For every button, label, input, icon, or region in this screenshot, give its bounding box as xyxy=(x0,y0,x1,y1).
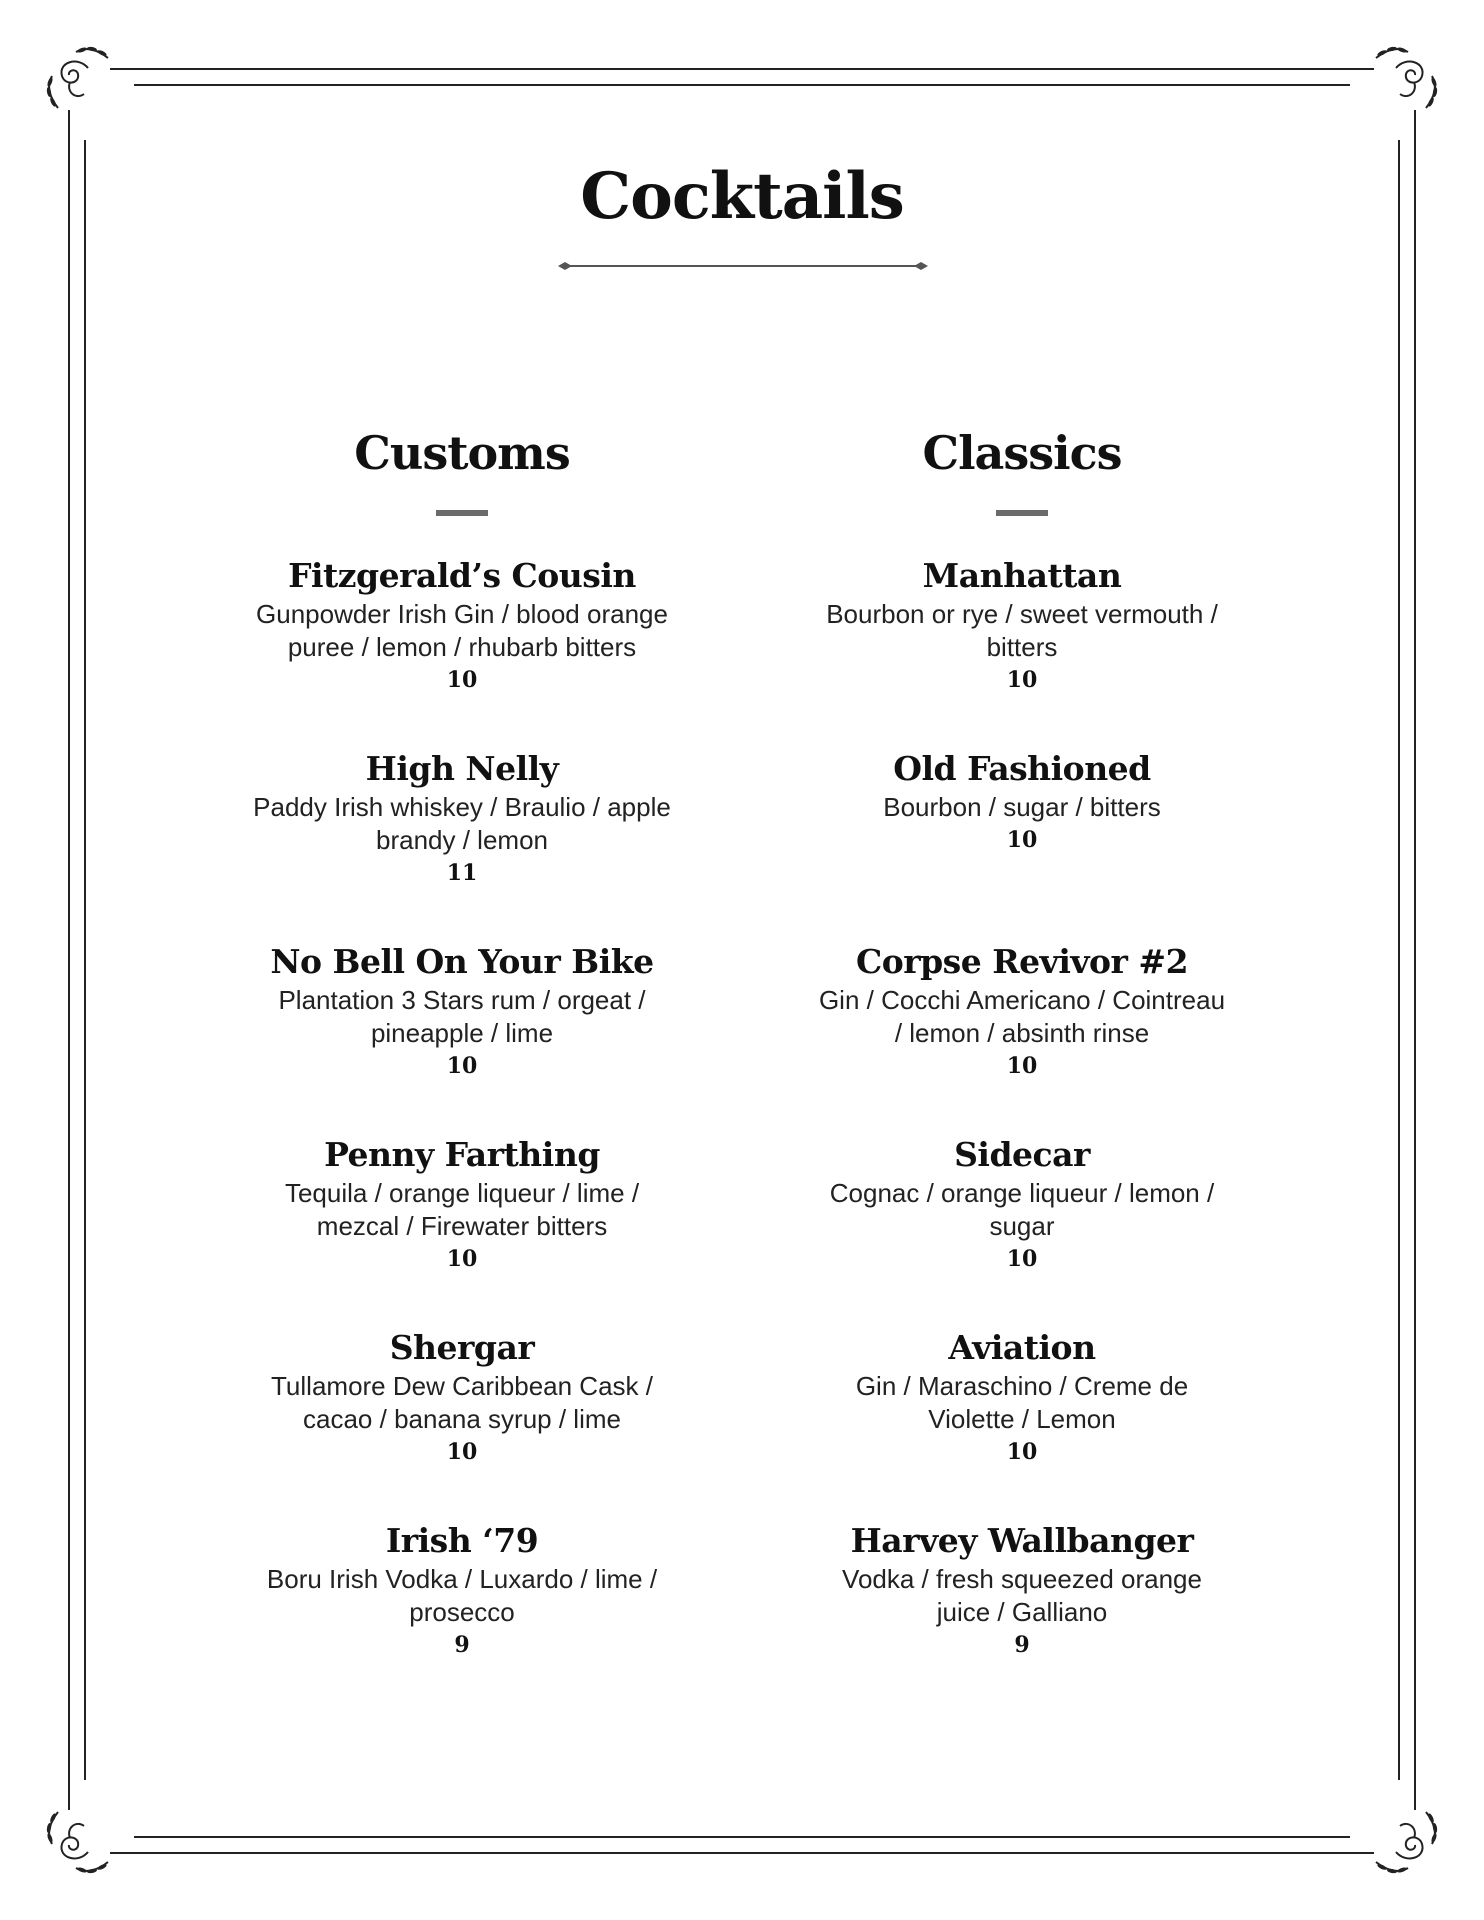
menu-item xyxy=(742,1133,1302,1326)
customs-section xyxy=(182,426,742,1712)
item-description: Gin / Maraschino / Creme de Violette / Lemon xyxy=(855,1371,1189,1434)
item-description: Boru Irish Vodka / Luxardo / lime / prosecco xyxy=(266,1564,658,1627)
menu-item xyxy=(182,940,742,1133)
frame-top-outer xyxy=(110,68,1374,70)
classics-divider xyxy=(996,510,1048,516)
item-description: Cognac / orange liqueur / lemon / sugar xyxy=(829,1178,1215,1241)
item-name: Irish ‘79 xyxy=(385,1521,539,1560)
flourish-ornament-icon xyxy=(30,1800,120,1890)
item-name: Penny Farthing xyxy=(324,1135,600,1174)
menu-item xyxy=(182,1519,742,1712)
item-name: Fitzgerald’s Cousin xyxy=(288,556,636,595)
item-description: Vodka / fresh squeezed orange juice / Galliano xyxy=(842,1564,1202,1627)
frame-left-outer xyxy=(68,110,70,1810)
item-description: Tullamore Dew Caribbean Cask / cacao / banana syrup / lime xyxy=(271,1371,653,1434)
item-description: Gin / Cocchi Americano / Cointreau / lemon / absinth rinse xyxy=(818,985,1226,1048)
item-name: No Bell On Your Bike xyxy=(270,942,654,981)
item-name: Shergar xyxy=(389,1328,535,1367)
menu-item xyxy=(742,1326,1302,1519)
customs-divider xyxy=(436,510,488,516)
item-description: Bourbon / sugar / bitters xyxy=(883,792,1161,822)
item-price: 10 xyxy=(446,1439,478,1465)
frame-right-outer xyxy=(1414,110,1416,1810)
item-description: Bourbon or rye / sweet vermouth / bitters xyxy=(826,599,1218,662)
item-description: Plantation 3 Stars rum / orgeat / pineapple / lime xyxy=(278,985,646,1048)
menu-item xyxy=(742,1519,1302,1712)
item-price: 10 xyxy=(446,1053,478,1079)
frame-top-inner xyxy=(134,84,1350,86)
item-price: 10 xyxy=(1006,1246,1038,1272)
menu-item xyxy=(742,554,1302,747)
flourish-ornament-icon xyxy=(1364,1800,1454,1890)
title-divider xyxy=(558,259,928,273)
item-description: Tequila / orange liqueur / lime / mezcal / Firewater bitters xyxy=(284,1178,640,1241)
menu-item xyxy=(182,747,742,940)
frame-right-inner xyxy=(1398,140,1400,1780)
item-description: Paddy Irish whiskey / Braulio / apple brandy / lemon xyxy=(253,792,671,855)
item-name: Harvey Wallbanger xyxy=(850,1521,1194,1560)
classics-heading: Classics xyxy=(922,426,1122,480)
item-price: 10 xyxy=(446,1246,478,1272)
item-description: Gunpowder Irish Gin / blood orange puree / lemon / rhubarb bitters xyxy=(256,599,668,662)
item-price: 9 xyxy=(454,1632,470,1658)
item-price: 10 xyxy=(1006,667,1038,693)
menu-item xyxy=(182,1326,742,1519)
flourish-ornament-icon xyxy=(1364,30,1454,120)
classics-section xyxy=(742,426,1302,1712)
item-price: 9 xyxy=(1014,1632,1030,1658)
customs-heading: Customs xyxy=(354,426,570,480)
page-title: Cocktails xyxy=(580,159,904,234)
item-price: 10 xyxy=(1006,1439,1038,1465)
item-name: High Nelly xyxy=(365,749,559,788)
menu-item xyxy=(182,554,742,747)
menu-item xyxy=(742,747,1302,940)
flourish-ornament-icon xyxy=(30,30,120,120)
item-price: 10 xyxy=(1006,827,1038,853)
item-price: 10 xyxy=(446,667,478,693)
frame-left-inner xyxy=(84,140,86,1780)
frame-bottom-outer xyxy=(110,1852,1374,1854)
item-name: Sidecar xyxy=(954,1135,1090,1174)
item-price: 11 xyxy=(446,860,478,886)
menu-item xyxy=(742,940,1302,1133)
menu-item xyxy=(182,1133,742,1326)
item-name: Aviation xyxy=(948,1328,1096,1367)
item-price: 10 xyxy=(1006,1053,1038,1079)
item-name: Manhattan xyxy=(922,556,1122,595)
item-name: Corpse Revivor #2 xyxy=(855,942,1189,981)
frame-bottom-inner xyxy=(134,1836,1350,1838)
item-name: Old Fashioned xyxy=(893,749,1151,788)
